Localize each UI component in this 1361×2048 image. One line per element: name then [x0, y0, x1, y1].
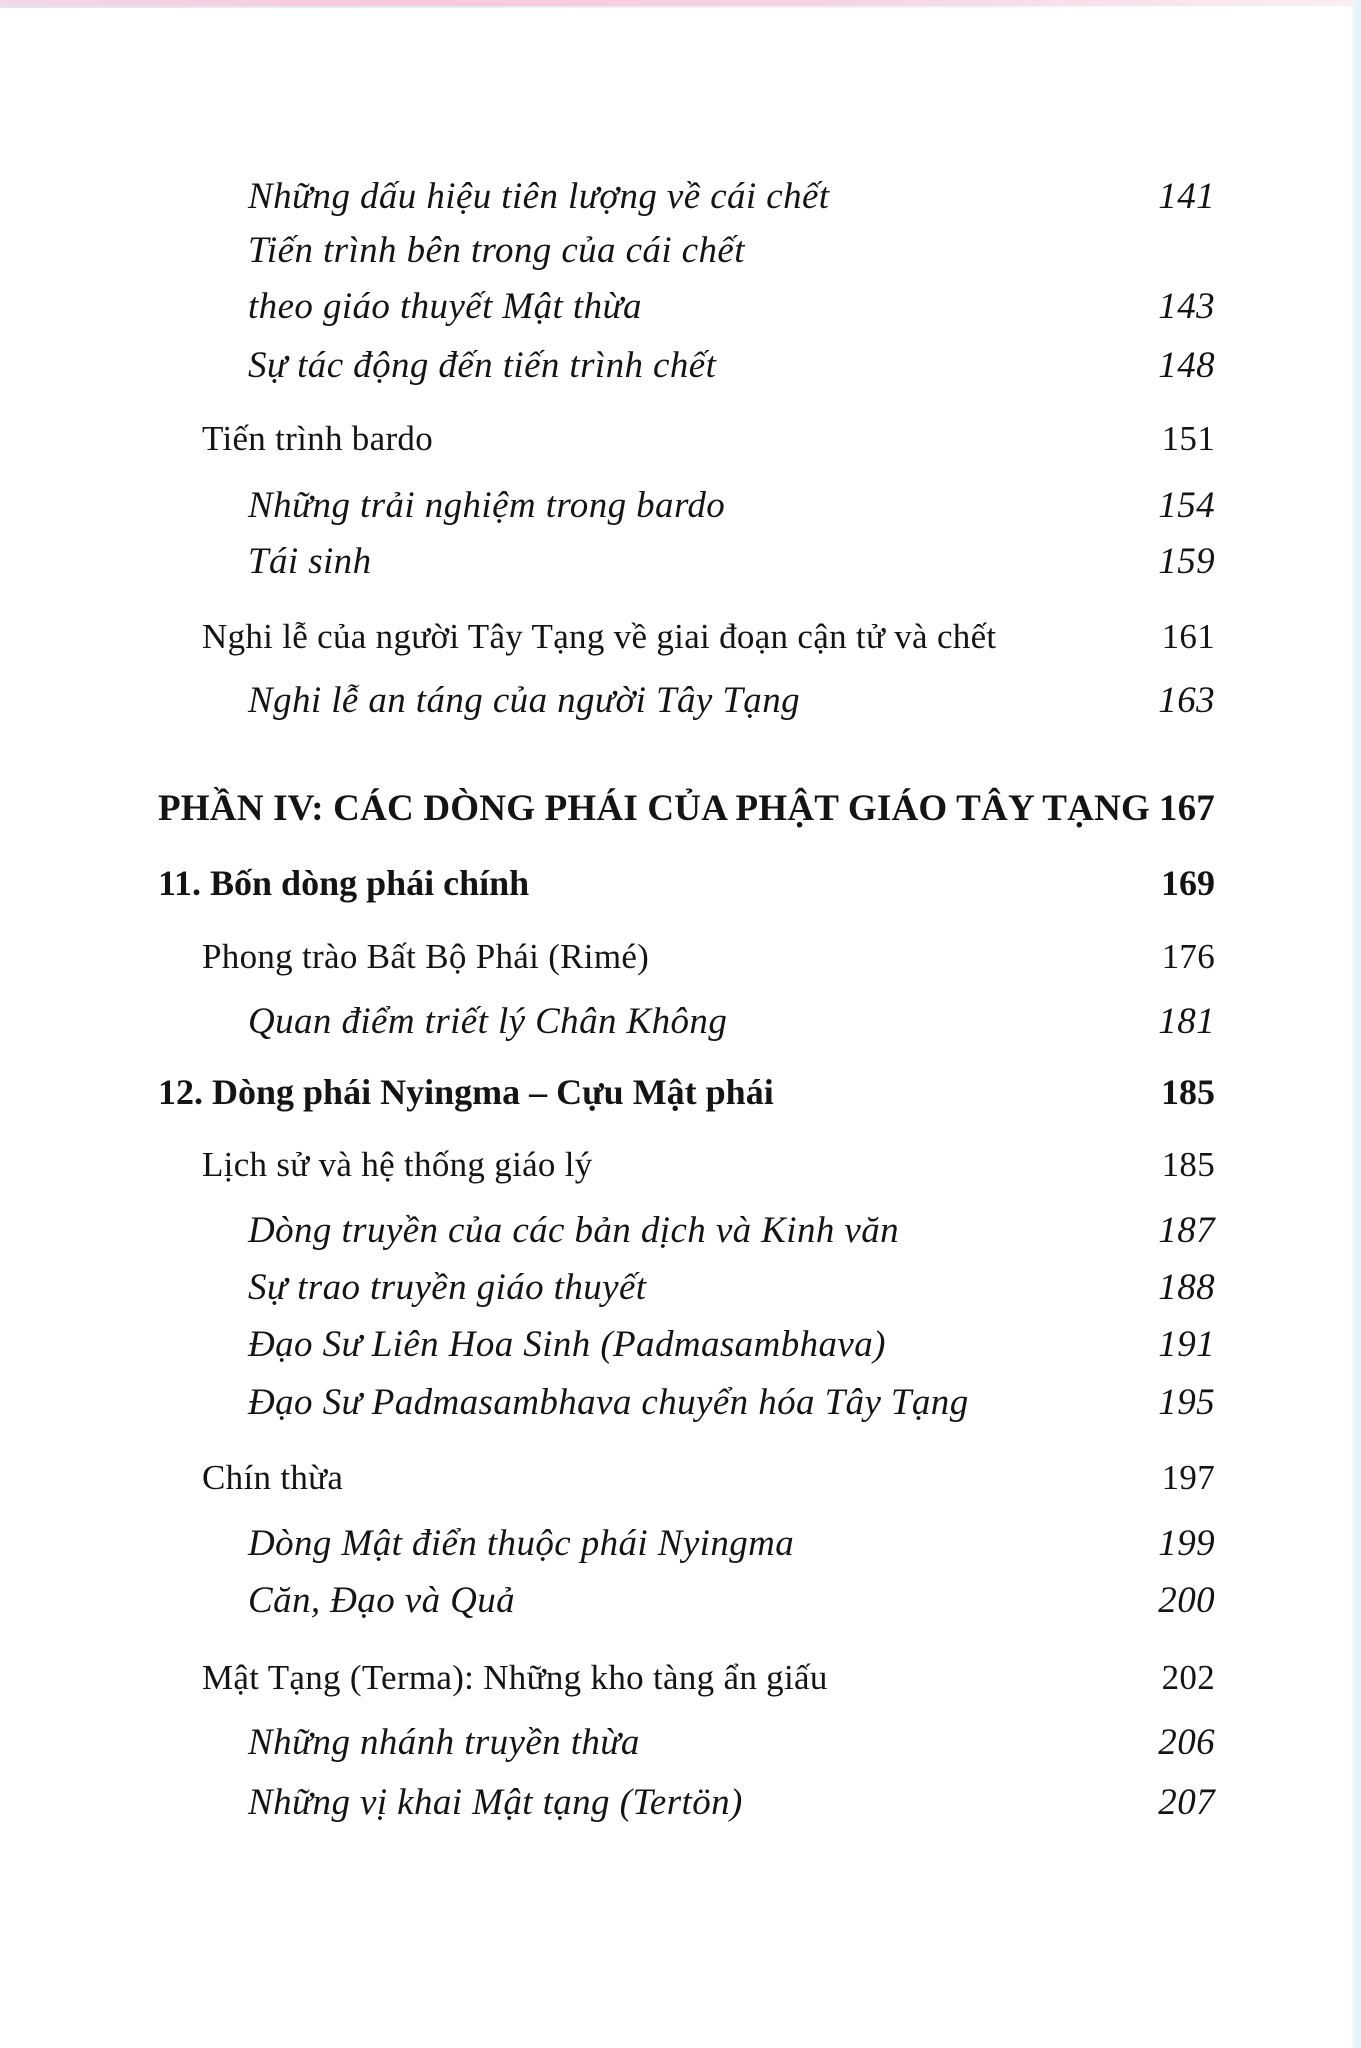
toc-entry-page: 207	[1158, 1782, 1215, 1823]
toc-entry-page: 141	[1158, 176, 1215, 217]
toc-entry[interactable]	[0, 414, 1361, 464]
toc-entry[interactable]	[0, 932, 1361, 982]
toc-entry-page: 169	[1161, 863, 1215, 903]
toc-entry-title: Đạo Sư Liên Hoa Sinh (Padmasambhava)	[248, 1324, 886, 1365]
toc-entry[interactable]	[0, 341, 1361, 391]
toc-entry-title: Tái sinh	[248, 541, 372, 582]
toc-entry[interactable]	[0, 1206, 1361, 1256]
toc-entry-title: Những vị khai Mật tạng (Tertön)	[248, 1782, 743, 1823]
toc-entry-page: 176	[1161, 937, 1215, 976]
toc-entry-title: Tiến trình bardo	[202, 419, 434, 458]
toc-entry-title: theo giáo thuyết Mật thừa	[248, 286, 642, 327]
toc-entry[interactable]	[0, 997, 1361, 1047]
toc-chapter-heading[interactable]	[0, 1067, 1361, 1117]
toc-entry-page: 206	[1158, 1722, 1215, 1763]
toc-entry[interactable]	[0, 1576, 1361, 1626]
toc-entry-title: Dòng truyền của các bản dịch và Kinh văn	[248, 1210, 900, 1251]
toc-entry-page: 148	[1158, 345, 1215, 386]
toc-entry-page: 143	[1158, 286, 1215, 327]
toc-entry-page: 195	[1158, 1382, 1215, 1423]
toc-entry[interactable]	[0, 282, 1361, 332]
toc-entry[interactable]	[0, 537, 1361, 587]
toc-entry[interactable]	[0, 676, 1361, 726]
toc-entry-title: Nghi lễ an táng của người Tây Tạng	[248, 680, 800, 721]
toc-entry-page: 154	[1158, 485, 1215, 526]
toc-entry-page: 199	[1158, 1523, 1215, 1564]
toc-entry-title: Lịch sử và hệ thống giáo lý	[202, 1145, 593, 1184]
toc-entry-title: Những dấu hiệu tiên lượng về cái chết	[248, 176, 830, 217]
toc-entry-page: 185	[1161, 1072, 1215, 1112]
toc-entry-page: 202	[1161, 1658, 1215, 1697]
toc-entry-title: Sự tác động đến tiến trình chết	[248, 345, 717, 386]
toc-chapter-heading[interactable]	[0, 858, 1361, 908]
toc-entry[interactable]	[0, 1320, 1361, 1370]
toc-entry[interactable]	[0, 1263, 1361, 1313]
toc-entry-title: 12. Dòng phái Nyingma – Cựu Mật phái	[158, 1072, 774, 1112]
toc-entry-title: Nghi lễ của người Tây Tạng về giai đoạn cận tử và chết	[202, 617, 997, 656]
toc-entry-page: 200	[1158, 1580, 1215, 1621]
toc-entry-page: 167	[1158, 788, 1215, 829]
toc-entry-title: 11. Bốn dòng phái chính	[158, 863, 530, 903]
toc-entry-title: Căn, Đạo và Quả	[248, 1580, 516, 1621]
toc-entry-title: Đạo Sư Padmasambhava chuyển hóa Tây Tạng	[248, 1382, 969, 1423]
toc-entry[interactable]	[0, 481, 1361, 531]
toc-entry-title: Những nhánh truyền thừa	[248, 1722, 640, 1763]
toc-entry-title: Tiến trình bên trong của cái chết	[248, 230, 745, 271]
toc-entry-title: Những trải nghiệm trong bardo	[248, 485, 726, 526]
toc-entry[interactable]	[0, 172, 1361, 222]
toc-entry-page: 185	[1161, 1145, 1215, 1184]
toc-entry-title: Chín thừa	[202, 1458, 344, 1497]
toc-entry[interactable]	[0, 1718, 1361, 1768]
toc-entry[interactable]	[0, 1519, 1361, 1569]
toc-entry-page: 181	[1158, 1001, 1215, 1042]
toc-entry-title: Phong trào Bất Bộ Phái (Rimé)	[202, 937, 650, 976]
toc-entry-page: 151	[1161, 419, 1215, 458]
toc-entry[interactable]	[0, 612, 1361, 662]
toc-entry[interactable]	[0, 1778, 1361, 1828]
toc-part-heading[interactable]	[0, 784, 1361, 834]
toc-entry[interactable]	[0, 1653, 1361, 1703]
toc-entry-title: PHẦN IV: CÁC DÒNG PHÁI CỦA PHẬT GIÁO TÂY TẠNG	[158, 788, 1150, 829]
toc-entry-page: 191	[1158, 1324, 1215, 1365]
toc-entry-title: Quan điểm triết lý Chân Không	[248, 1001, 728, 1042]
toc-entry-page: 163	[1158, 680, 1215, 721]
toc-entry-title: Dòng Mật điển thuộc phái Nyingma	[248, 1523, 795, 1564]
toc-entry[interactable]	[0, 1453, 1361, 1503]
toc-entry-page: 161	[1161, 617, 1215, 656]
toc-entry[interactable]	[0, 226, 1361, 276]
toc-entry-title: Sự trao truyền giáo thuyết	[248, 1267, 647, 1308]
toc-entry-page: 187	[1158, 1210, 1215, 1251]
toc-entry[interactable]	[0, 1140, 1361, 1190]
toc-entry-page: 159	[1158, 541, 1215, 582]
toc-entry-title: Mật Tạng (Terma): Những kho tàng ẩn giấu	[202, 1658, 828, 1697]
toc-entry-page: 188	[1158, 1267, 1215, 1308]
toc-entry-page: 197	[1161, 1458, 1215, 1497]
toc-entry[interactable]	[0, 1378, 1361, 1428]
